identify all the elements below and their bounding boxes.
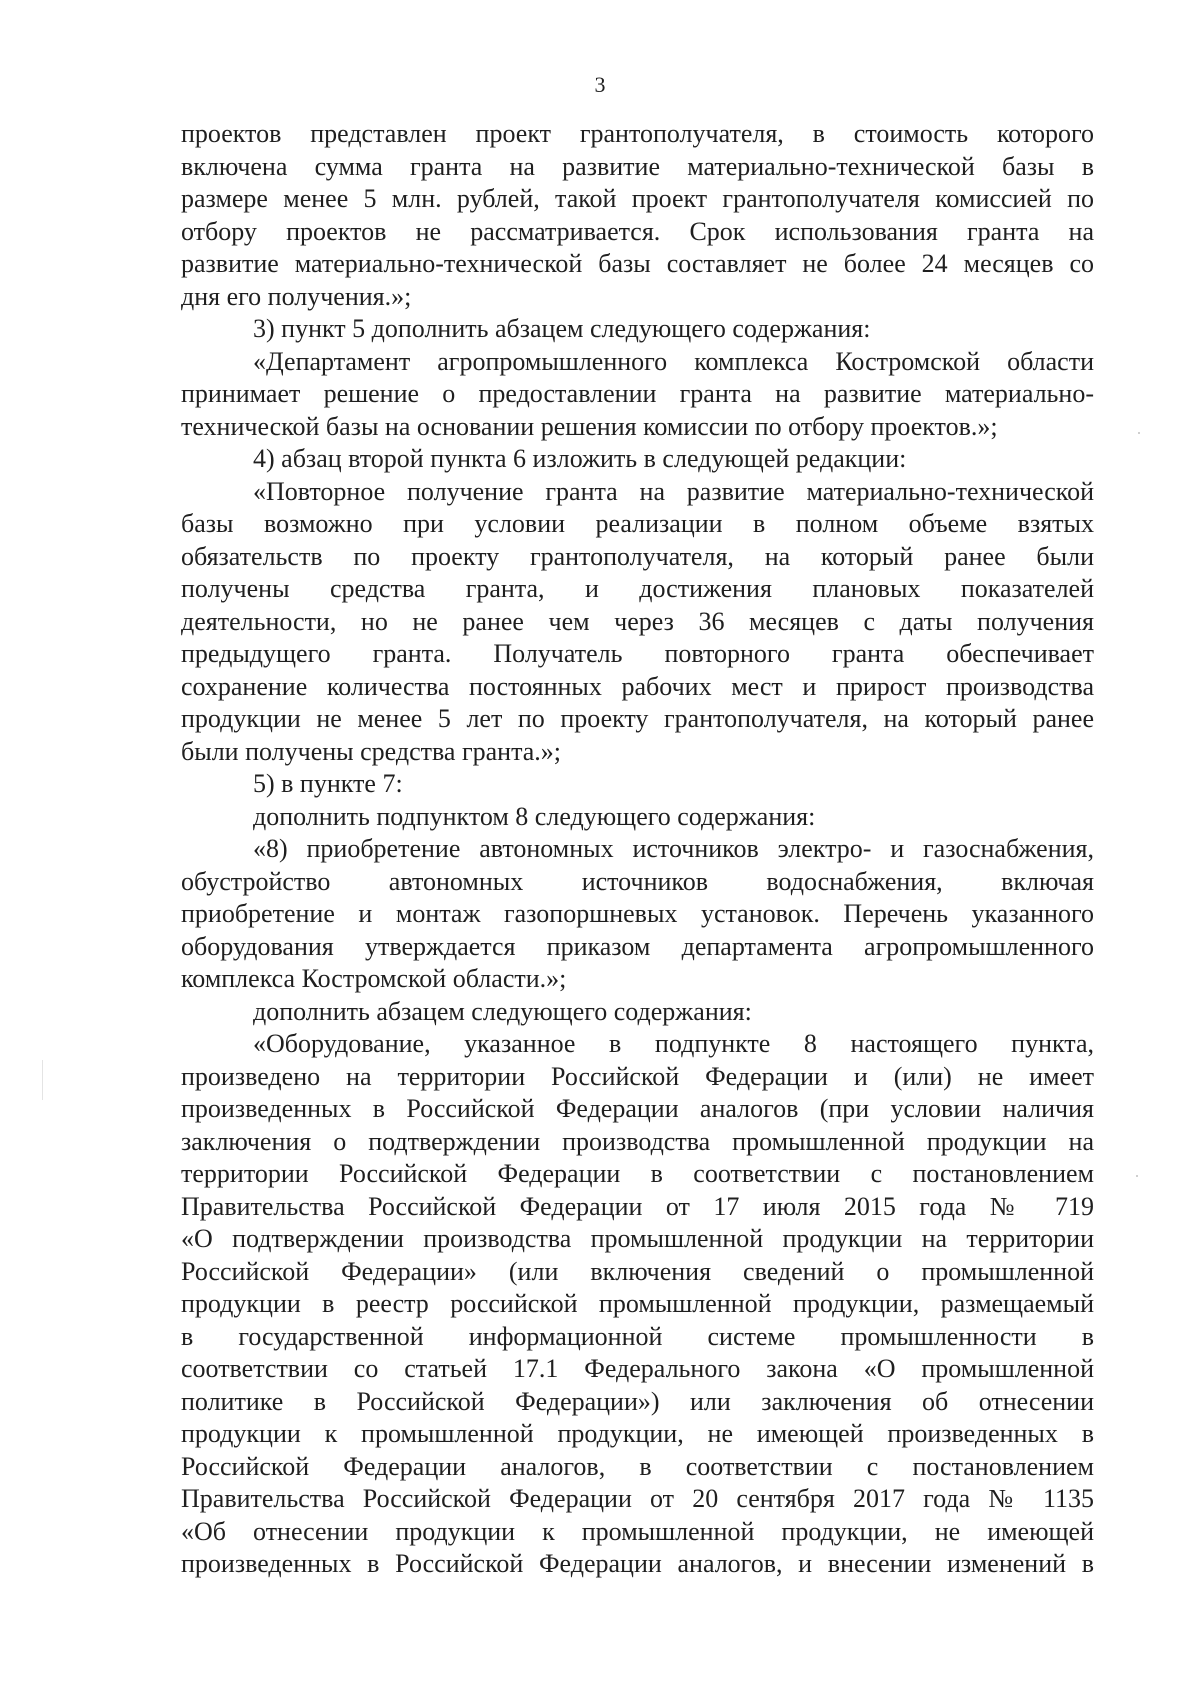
scan-speck [42, 1060, 43, 1100]
scan-speck [1138, 432, 1140, 434]
text-line: приобретение и монтаж газопоршневых установок. Перечень указанного [181, 899, 1094, 928]
text-line: 4) абзац второй пункта 6 изложить в следующей редакции: [253, 444, 907, 473]
text-line: Российской Федерации» (или включения сведений о промышленной [181, 1256, 1094, 1286]
text-line: продукции в реестр российской промышленной продукции, размещаемый [181, 1289, 1094, 1318]
text-line: 5) в пункте 7: [253, 769, 403, 798]
text-line: комплекса Костромской области.»; [181, 964, 567, 993]
text-line: были получены средства гранта.»; [181, 736, 562, 766]
text-line: Российской Федерации аналогов, в соответствии с постановлением [181, 1451, 1094, 1481]
text-line: Правительства Российской Федерации от 17 июля 2015 года № 719 [181, 1191, 1094, 1221]
text-line: территории Российской Федерации в соответствии с постановлением [181, 1159, 1094, 1188]
text-line: принимает решение о предоставлении гранта на развитие материально- [181, 379, 1094, 408]
text-line: «Оборудование, указанное в подпункте 8 настоящего пункта, [253, 1029, 1094, 1058]
text-line: обустройство автономных источников водоснабжения, включая [181, 866, 1094, 896]
text-line: 3) пункт 5 дополнить абзацем следующего содержания: [253, 314, 871, 343]
text-line: «Департамент агропромышленного комплекса Костромской области [253, 346, 1094, 376]
text-line: заключения о подтверждении производства промышленной продукции на [181, 1126, 1094, 1156]
text-line: дополнить подпунктом 8 следующего содержания: [253, 801, 816, 831]
text-line: оборудования утверждается приказом департамента агропромышленного [181, 931, 1094, 961]
text-line: соответствии со статьей 17.1 Федерального закона «О промышленной [181, 1354, 1094, 1383]
text-line: предыдущего гранта. Получатель повторного гранта обеспечивает [181, 639, 1094, 668]
text-line: продукции к промышленной продукции, не имеющей произведенных в [181, 1419, 1094, 1448]
text-line: обязательств по проекту грантополучателя, на который ранее были [181, 541, 1094, 571]
text-line: «Повторное получение гранта на развитие материально-технической [253, 476, 1094, 506]
text-line: проектов представлен проект грантополучателя, в стоимость которого [181, 119, 1094, 148]
text-line: политике в Российской Федерации») или заключения об отнесении [181, 1386, 1094, 1416]
text-line: отбору проектов не рассматривается. Срок использования гранта на [181, 216, 1094, 246]
page-number: 3 [594, 72, 606, 97]
text-line: Правительства Российской Федерации от 20 сентября 2017 года № 1135 [181, 1484, 1094, 1513]
text-line: базы возможно при условии реализации в полном объеме взятых [181, 509, 1094, 538]
text-line: в государственной информационной системе промышленности в [181, 1321, 1094, 1351]
document-body [181, 118, 1094, 1581]
text-line: произведенных в Российской Федерации аналогов (при условии наличия [181, 1094, 1094, 1123]
text-line: произведено на территории Российской Федерации и (или) не имеет [181, 1061, 1094, 1091]
text-line: дополнить абзацем следующего содержания: [253, 996, 752, 1026]
text-line: произведенных в Российской Федерации аналогов, и внесении изменений в [181, 1549, 1094, 1578]
scan-speck [1136, 1175, 1138, 1177]
text-line: размере менее 5 млн. рублей, такой проект грантополучателя комиссией по [181, 184, 1094, 213]
text-line: получены средства гранта, и достижения плановых показателей [181, 574, 1094, 603]
text-line: развитие материально-технической базы составляет не более 24 месяцев со [181, 249, 1094, 278]
text-line: дня его получения.»; [181, 281, 412, 311]
text-line: «О подтверждении производства промышленной продукции на территории [181, 1224, 1094, 1253]
text-line: продукции не менее 5 лет по проекту грантополучателя, на который ранее [181, 704, 1094, 733]
text-line: «8) приобретение автономных источников электро- и газоснабжения, [253, 834, 1094, 863]
text-line: включена сумма гранта на развитие материально-технической базы в [181, 151, 1094, 181]
text-line: деятельности, но не ранее чем через 36 месяцев с даты получения [181, 606, 1094, 636]
text-line: технической базы на основании решения комиссии по отбору проектов.»; [181, 411, 998, 441]
text-line: «Об отнесении продукции к промышленной продукции, не имеющей [181, 1516, 1094, 1546]
text-line: сохранение количества постоянных рабочих мест и прирост производства [181, 671, 1094, 701]
